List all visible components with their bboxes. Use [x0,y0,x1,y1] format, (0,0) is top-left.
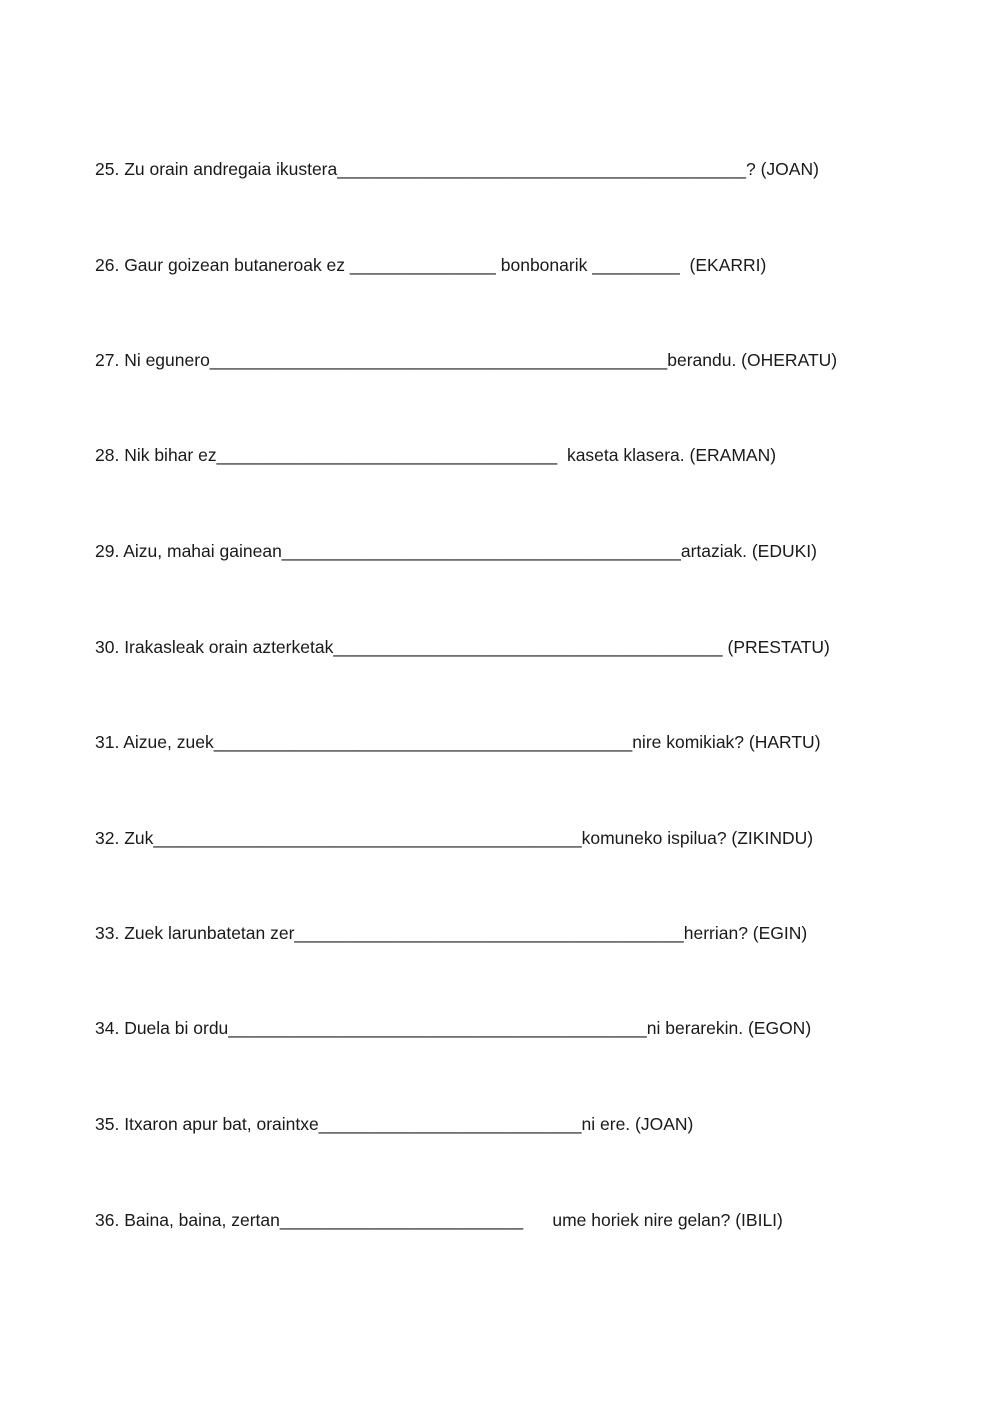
exercise-35: 35. Itxaron apur bat, oraintxe___________________________ni ere. (JOAN) [95,1114,694,1134]
exercise-32: 32. Zuk____________________________________________komuneko ispilua? (ZIKINDU) [95,828,814,848]
exercise-28: 28. Nik bihar ez___________________________________ kaseta klasera. (ERAMAN) [95,445,777,465]
exercise-30: 30. Irakasleak orain azterketak________________________________________ (PRESTATU) [95,637,830,657]
exercise-27: 27. Ni egunero_______________________________________________berandu. (OHERATU) [95,350,838,370]
exercise-26: 26. Gaur goizean butaneroak ez _______________ bonbonarik _________ (EKARRI) [95,255,767,275]
exercise-34: 34. Duela bi ordu___________________________________________ni berarekin. (EGON) [95,1018,812,1038]
exercise-36: 36. Baina, baina, zertan_________________________ ume horiek nire gelan? (IBILI) [95,1210,783,1230]
exercise-33: 33. Zuek larunbatetan zer________________________________________herrian? (EGIN) [95,923,808,943]
exercise-29: 29. Aizu, mahai gainean_________________________________________artaziak. (EDUKI) [95,541,817,561]
exercise-25: 25. Zu orain andregaia ikustera__________________________________________? (JOAN) [95,159,819,179]
exercise-31: 31. Aizue, zuek___________________________________________nire komikiak? (HARTU) [95,732,821,752]
